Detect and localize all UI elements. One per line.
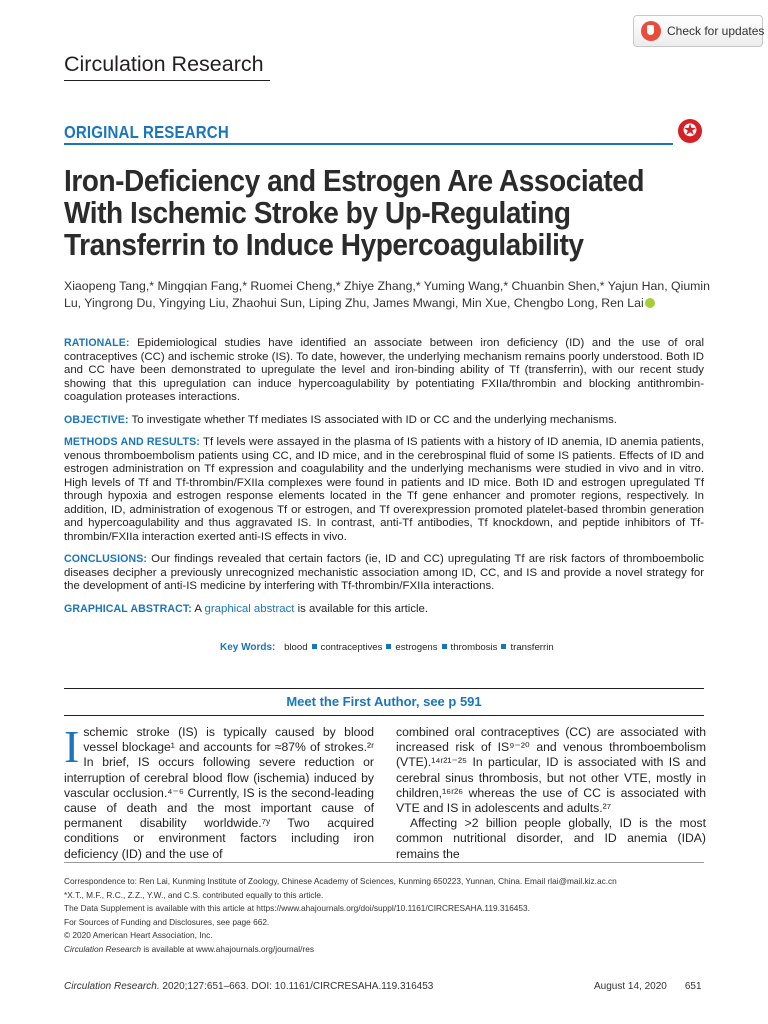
abstract-objective [64,414,704,428]
footnote-availability [64,943,704,957]
crossmark-icon [641,21,661,41]
graphical-post: is available for this article. [297,602,429,615]
footer-citation-text: 2020;127:651–663. DOI: 10.1161/CIRCRESAHA.119.316453 [162,981,434,992]
availability-text: is available at www.ahajournals.org/journal/res [143,943,314,954]
journal-underline [64,80,270,81]
graphical-abstract-link[interactable]: graphical abstract [204,602,295,615]
conclusions-text: Our findings revealed that certain factors (ie, ID and CC) upregulating Tf are risk factors of thromboembolic diseases decipher a previously unrecognized mechanistic association among ID, CC, and IS and provide a novel strategy for the development of anti-IS medicine by interfering with Tf-thrombin/FXIIa interactions. [64,553,704,592]
body-column-right [396,725,706,862]
keywords [220,642,554,653]
graphical-heading: GRAPHICAL ABSTRACT: [64,602,192,615]
abstract-rationale [64,337,704,405]
abstract [64,337,704,625]
footer-date-page [594,981,702,992]
authors-text: Xiaopeng Tang,* Mingqian Fang,* Ruomei Cheng,* Zhiye Zhang,* Yuming Wang,* Chuanbin Shen,* Yajun Han, Qiumin Lu, Yingrong Du, Yingying Liu, Zhaohui Sun, Liping Zhu, James Mwangi, Min Xue, Chengbo Long, Ren Lai [64,279,710,310]
abstract-methods [64,436,704,544]
journal-name: Circulation Research [64,52,264,76]
availability-journal: Circulation Research [64,943,142,954]
star-icon: ✪ [678,119,702,143]
methods-text: Tf levels were assayed in the plasma of IS patients with a history of ID anemia, ID anemia patients, venous thromboembolism patients using CC, and ID mice, and in the cerebrospinal fluid of some IS patients. Effects of ID and estrogen administration on Tf expression and coagulability and the underlying mechanisms were studied in vivo and in vitro. High levels of Tf and Tf-thrombin/FXIIa complexes were found in patients and ID mice. Both ID and estrogen upregulated Tf through hypoxia and estrogen response elements located in the Tf gene enhancer and promoter regions, respectively. In addition, ID, administration of exogenous Tf or estrogen, and Tf overexpression promoted platelet-based thrombin generation and hypercoagulability and thus aggravated IS. In contrast, anti-Tf antibodies, Tf knockdown, and peptide inhibitors of Tf-thrombin/FXIIa interaction exerted anti-IS effects in vivo. [64,436,704,543]
body-text-left: schemic stroke (IS) is typically caused by blood vessel blockage¹ and accounts for ≈87% of strokes.²ʳ In brief, IS occurs following severe reduction or interruption of cerebral blood flow (ischemia) induced by vascular occlusion.⁴⁻⁶ Currently, IS is the second-leading cause of death and the most important cause of permanent disability worldwide.⁷ʸ Two acquired conditions or environment factors including iron deficiency (ID) and the use of [64,725,374,861]
author-list [64,278,714,312]
page-number: 651 [684,981,702,992]
footnotes [64,875,704,957]
check-for-updates-button[interactable] [633,15,763,47]
footnote-funding: For Sources of Funding and Disclosures, see page 662. [64,916,270,927]
meet-author-rule-bottom [64,715,704,716]
footnote-copyright: © 2020 American Heart Association, Inc. [64,930,213,941]
rationale-text: Epidemiological studies have identified an associate between iron deficiency (ID) and the use of oral contraceptives (CC) and ischemic stroke (IS). To date, however, the underlying mechanism remains poorly understood. Both ID and CC have been demonstrated to upregulate the level and iron-binding ability of Tf (transferrin), with our recent study showing that this upregulation can induce hypercoagulability by potentiating FXIIa/thrombin and blocking antithrombin-coagulation proteases interactions. [64,337,704,403]
body-paragraph: combined oral contraceptives (CC) are associated with increased risk of IS⁹⁻²⁰ and venous thromboembolism (VTE).¹⁴ʳ²¹⁻²⁵ In particular, ID is associated with IS and cerebral sinus thrombosis, but not other VTE, mostly in children,¹⁶ʳ²⁶ whereas the use of CC is associated with VTE and IS in adolescents and adults.²⁷ [396,725,706,816]
keyword-separator [312,644,317,649]
keyword-item: blood [284,642,308,653]
footer-journal: Circulation Research. [64,981,160,992]
drop-cap: I [64,721,80,772]
objective-text: To investigate whether Tf mediates IS associated with ID or CC and the underlying mechanisms. [131,413,617,426]
keyword-item: transferrin [510,642,554,653]
keyword-item: contraceptives [320,642,383,653]
meet-author-rule-top [64,688,704,689]
objective-heading: OBJECTIVE: [64,413,129,426]
abstract-graphical [64,603,704,617]
keyword-separator [386,644,391,649]
keyword-item: estrogens [395,642,438,653]
meet-first-author-link[interactable]: Meet the First Author, see p 591 [286,694,482,709]
section-label: ORIGINAL RESEARCH [64,122,229,142]
keyword-item: thrombosis [450,642,498,653]
footnote-correspondence: Correspondence to: Ren Lai, Kunming Institute of Zoology, Chinese Academy of Sciences, Kunming 650223, Yunnan, China. Email rlai@mail.kiz.ac.cn [64,876,617,886]
abstract-conclusions [64,553,704,594]
footnote-equal-contribution: *X.T., M.F., R.C., Z.Z., Y.W., and C.S. contributed equally to this article. [64,889,324,900]
keyword-separator [442,644,447,649]
check-for-updates-label: Check for updates [667,24,765,38]
footer-citation [64,981,433,992]
keywords-heading: Key Words: [220,642,276,653]
footnote-data-supplement: The Data Supplement is available with this article at https://www.ahajournals.org/doi/suppl/10.1161/CIRCRESAHA.119.316453. [64,903,530,914]
orcid-icon[interactable] [645,298,655,308]
section-rule [64,143,673,145]
footnote-rule [64,862,704,863]
graphical-pre: A [194,602,202,615]
conclusions-heading: CONCLUSIONS: [64,553,148,565]
body-paragraph: Affecting >2 billion people globally, ID is the most common nutritional disorder, and ID anemia (IDA) remains the [396,816,706,861]
rationale-heading: RATIONALE: [64,337,130,349]
article-title: Iron-Deficiency and Estrogen Are Associated With Ischemic Stroke by Up-Regulating Transferrin to Induce Hypercoagulability [64,164,645,262]
footer-date: August 14, 2020 [594,981,667,992]
body-column-left [64,721,374,862]
keyword-separator [501,644,506,649]
methods-heading: METHODS AND RESULTS: [64,436,200,448]
